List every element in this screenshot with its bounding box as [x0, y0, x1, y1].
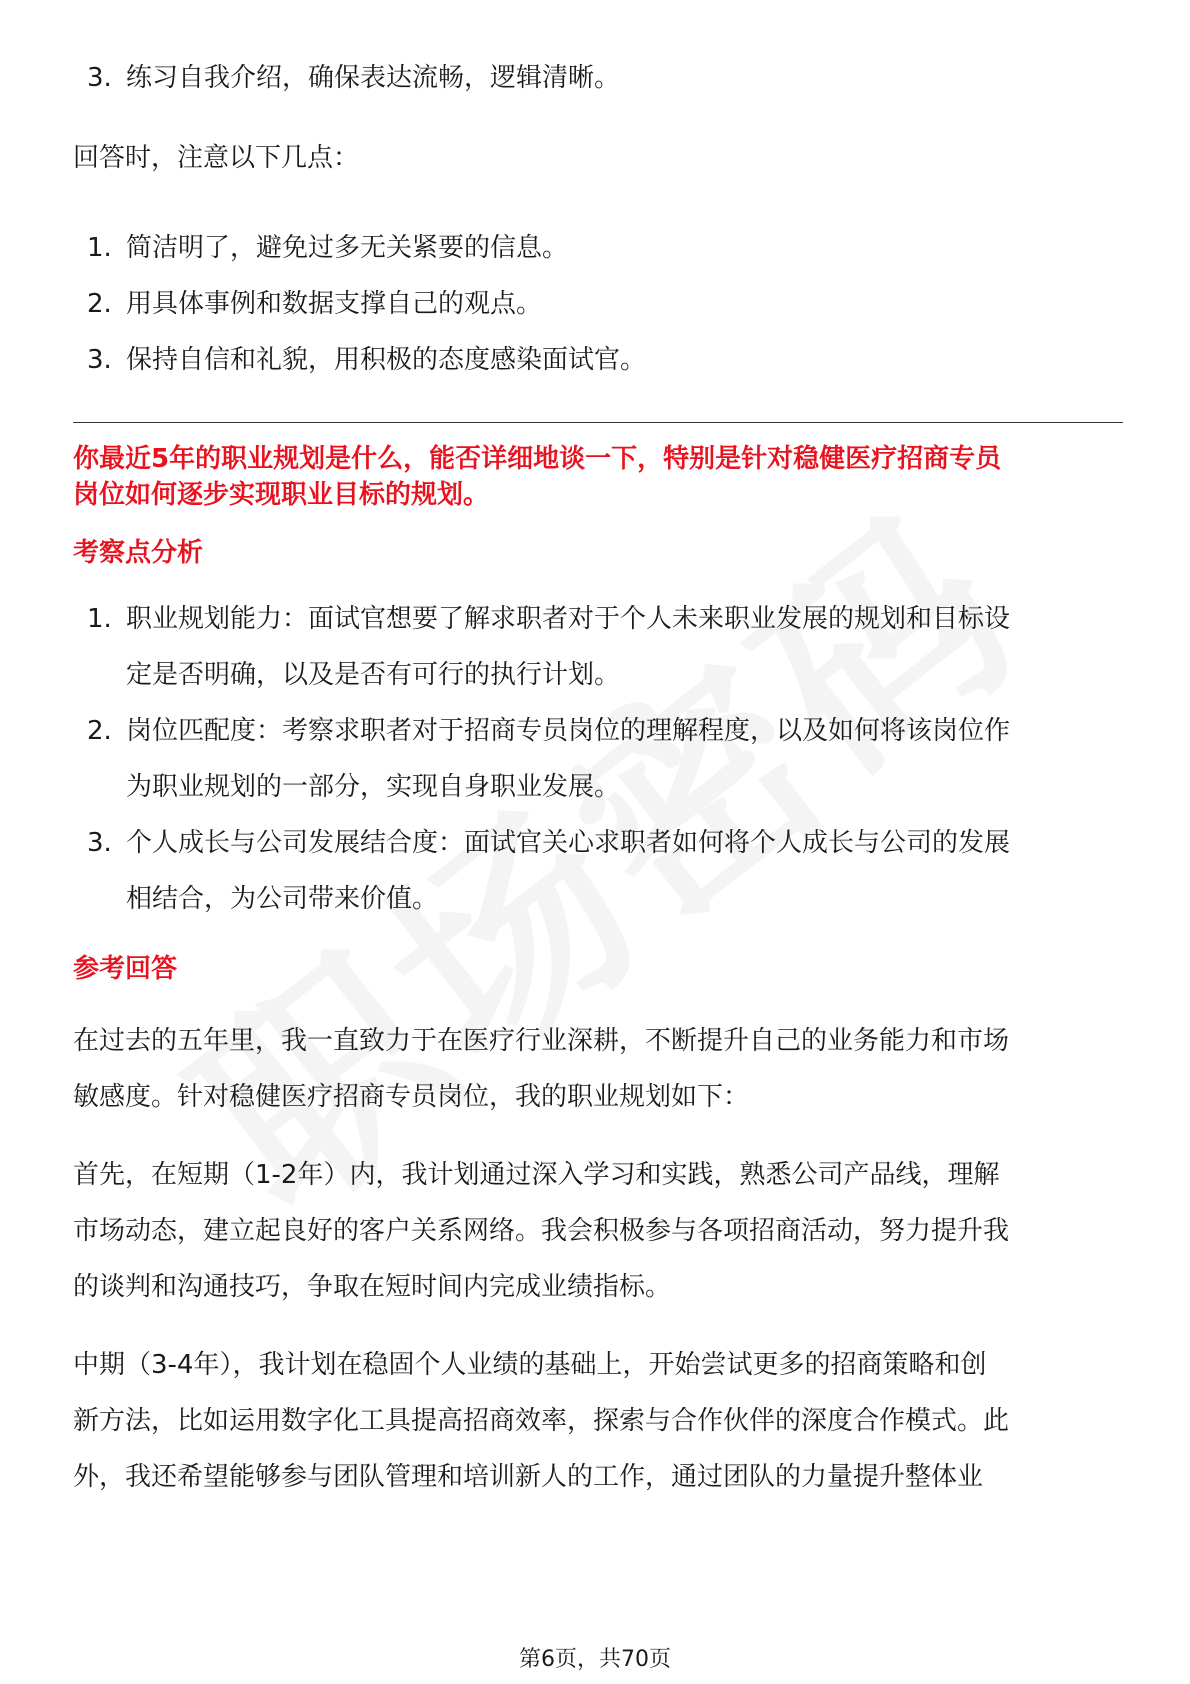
paragraph-line: 市场动态，建立起良好的客户关系网络。我会积极参与各项招商活动，努力提升我: [73, 1216, 1010, 1246]
list-text: 个人成长与公司发展结合度：面试官关心求职者如何将个人成长与公司的发展: [126, 828, 1011, 858]
list-item: [73, 60, 1123, 96]
answer-tips-intro: 回答时，注意以下几点：: [73, 143, 360, 173]
reference-paragraph: [73, 1337, 1123, 1505]
paragraph-line: 外，我还希望能够参与团队管理和培训新人的工作，通过团队的力量提升整体业: [73, 1462, 984, 1492]
analysis-list: [73, 591, 1123, 927]
list-number: 3.: [87, 63, 112, 93]
list-item: [73, 815, 1123, 927]
list-number: 1.: [87, 233, 112, 263]
paragraph-line: 的谈判和沟通技巧，争取在短时间内完成业绩指标。: [73, 1272, 672, 1302]
paragraph-line: 在过去的五年里，我一直致力于在医疗行业深耕，不断提升自己的业务能力和市场: [73, 1026, 1010, 1056]
list-item: [73, 220, 1123, 276]
document-content: [73, 60, 1123, 1505]
page-footer: 第6页，共70页: [519, 1647, 671, 1672]
paragraph-line: 首先，在短期（1-2年）内，我计划通过深入学习和实践，熟悉公司产品线，理解: [73, 1160, 1000, 1190]
list-text: 保持自信和礼貌，用积极的态度感染面试官。: [126, 345, 647, 375]
answer-tips-list: [73, 220, 1123, 388]
top-list: [73, 60, 1123, 96]
list-text: 为职业规划的一部分，实现自身职业发展。: [126, 772, 621, 802]
question-line: 岗位如何逐步实现职业目标的规划。: [73, 480, 490, 510]
list-item: [73, 276, 1123, 332]
list-text: 职业规划能力：面试官想要了解求职者对于个人未来职业发展的规划和目标设: [126, 604, 1011, 634]
list-text: 练习自我介绍，确保表达流畅，逻辑清晰。: [126, 63, 621, 93]
list-item: [73, 703, 1123, 815]
paragraph-line: 敏感度。针对稳健医疗招商专员岗位，我的职业规划如下：: [73, 1082, 750, 1112]
list-item: [73, 591, 1123, 703]
list-number: 2.: [87, 716, 112, 746]
reference-heading: 参考回答: [73, 954, 178, 984]
list-text: 简洁明了，避免过多无关紧要的信息。: [126, 233, 569, 263]
list-text: 岗位匹配度：考察求职者对于招商专员岗位的理解程度，以及如何将该岗位作: [126, 716, 1011, 746]
section-divider: [73, 422, 1123, 423]
list-text: 定是否明确，以及是否有可行的执行计划。: [126, 660, 621, 690]
list-number: 3.: [87, 345, 112, 375]
paragraph-line: 新方法，比如运用数字化工具提高招商效率，探索与合作伙伴的深度合作模式。此: [73, 1406, 1010, 1436]
analysis-heading: 考察点分析: [73, 538, 204, 568]
list-number: 3.: [87, 828, 112, 858]
question-title: [73, 441, 1123, 513]
list-text: 用具体事例和数据支撑自己的观点。: [126, 289, 543, 319]
list-number: 1.: [87, 604, 112, 634]
paragraph-line: 中期（3-4年），我计划在稳固个人业绩的基础上，开始尝试更多的招商策略和创: [73, 1350, 987, 1380]
list-text: 相结合，为公司带来价值。: [126, 884, 439, 914]
reference-paragraph: [73, 1013, 1123, 1125]
question-line: 你最近5年的职业规划是什么，能否详细地谈一下，特别是针对稳健医疗招商专员: [73, 444, 1002, 474]
reference-paragraph: [73, 1147, 1123, 1315]
list-number: 2.: [87, 289, 112, 319]
list-item: [73, 332, 1123, 388]
